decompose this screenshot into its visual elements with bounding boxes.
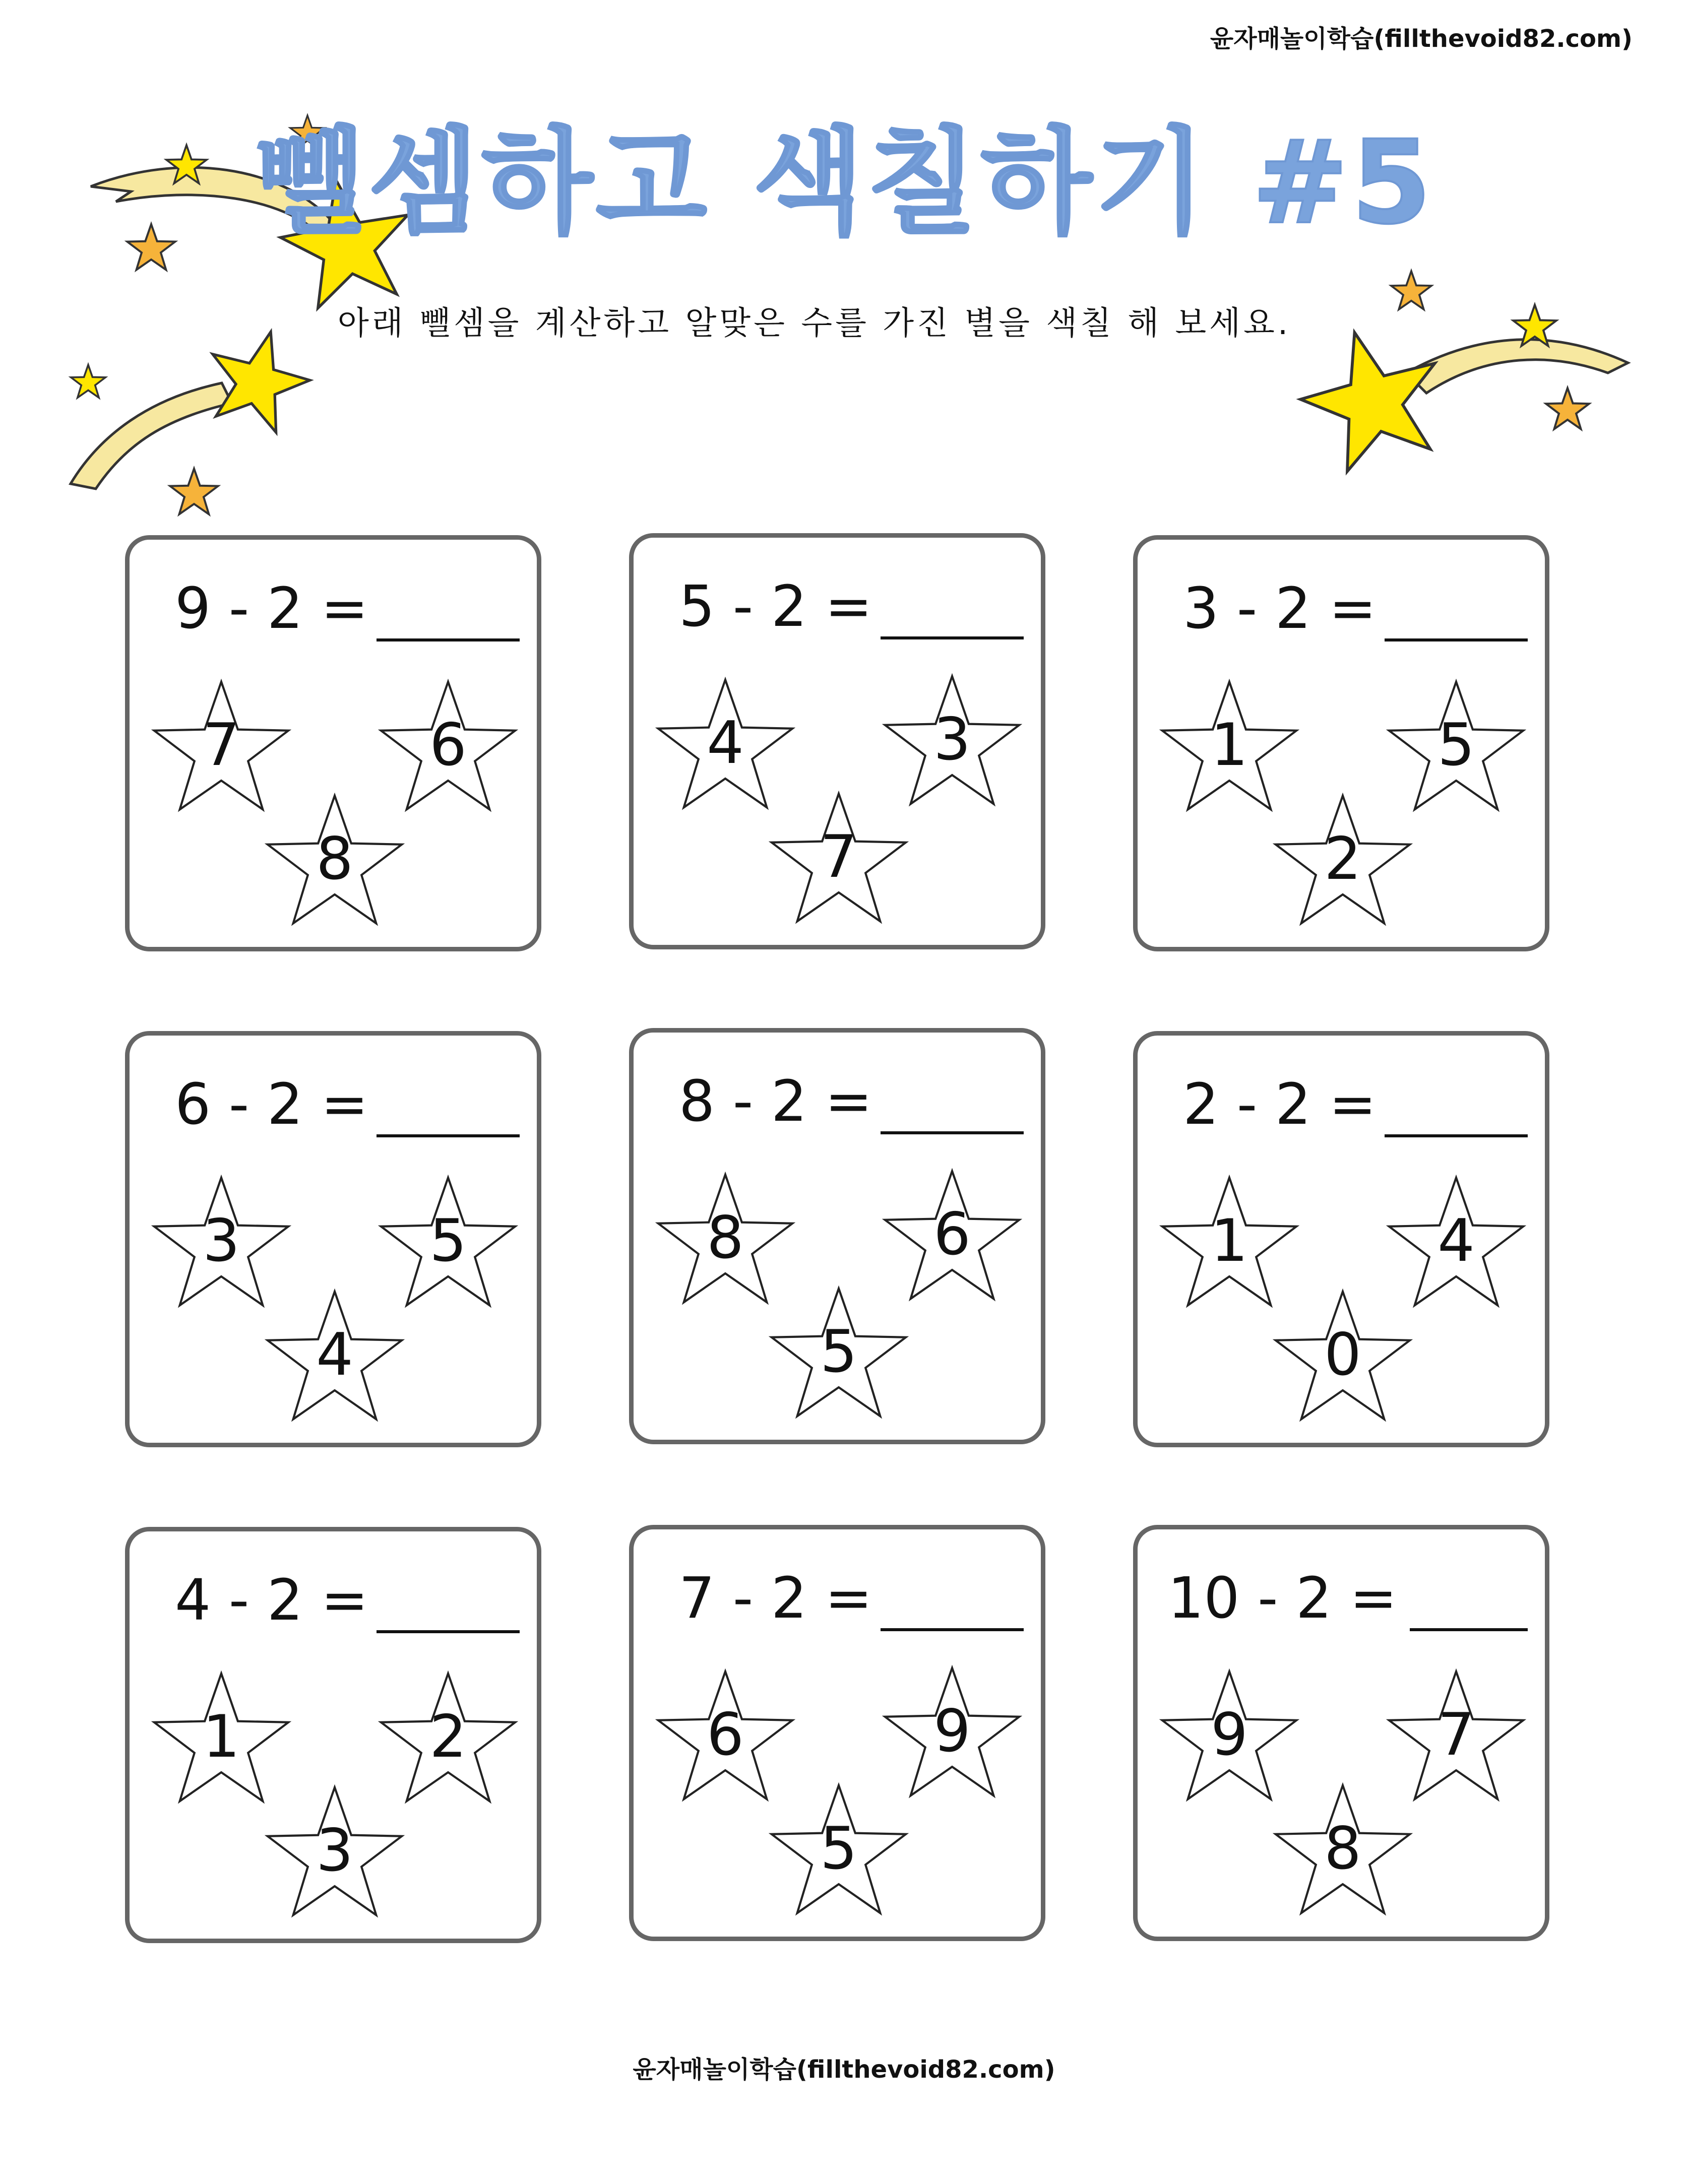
- star-number: 8: [1324, 1815, 1361, 1883]
- star-number: 3: [203, 1207, 240, 1275]
- star-choice[interactable]: [259, 786, 410, 932]
- problem-card: [125, 1031, 541, 1447]
- star-number: 1: [203, 1703, 240, 1771]
- star-choice[interactable]: [763, 784, 914, 930]
- equation: 9 - 2 =: [175, 576, 368, 641]
- star-choice[interactable]: [259, 1777, 410, 1923]
- star-number: 2: [1324, 825, 1361, 893]
- problem-card: [629, 1525, 1045, 1941]
- answer-blank[interactable]: [881, 636, 1024, 639]
- answer-blank[interactable]: [881, 1131, 1024, 1134]
- equation: 2 - 2 =: [1183, 1072, 1377, 1137]
- deco-star-large-right: [1287, 314, 1456, 478]
- star-number: 7: [203, 711, 240, 779]
- problem-card: [629, 1028, 1045, 1444]
- answer-blank[interactable]: [1410, 1628, 1528, 1631]
- answer-blank[interactable]: [377, 638, 520, 641]
- answer-blank[interactable]: [881, 1628, 1024, 1631]
- problem-card: [1133, 1525, 1549, 1941]
- star-number: 8: [707, 1204, 744, 1272]
- star-number: 1: [1211, 711, 1248, 779]
- star-number: 8: [316, 825, 353, 893]
- star-number: 6: [429, 711, 467, 779]
- star-number: 1: [1211, 1207, 1248, 1275]
- equation: 3 - 2 =: [1183, 576, 1377, 641]
- star-number: 5: [1437, 711, 1475, 779]
- answer-blank[interactable]: [377, 1630, 520, 1633]
- star-number: 2: [429, 1703, 467, 1771]
- problem-card: [629, 533, 1045, 949]
- star-choice[interactable]: [763, 1278, 914, 1425]
- star-number: 4: [1437, 1207, 1475, 1275]
- shooting-stars-decoration: [0, 0, 1688, 554]
- deco-star-small-8: [1546, 388, 1589, 429]
- equation: 4 - 2 =: [175, 1568, 368, 1633]
- star-number: 6: [707, 1701, 744, 1769]
- problem-card: [125, 535, 541, 951]
- star-number: 9: [933, 1697, 971, 1765]
- star-number: 9: [1211, 1701, 1248, 1769]
- deco-star-small-6: [1391, 271, 1431, 309]
- trail-left-lower: [71, 383, 232, 489]
- star-choice[interactable]: [1267, 1775, 1418, 1921]
- star-number: 4: [707, 709, 744, 777]
- page-title: 뺄셈하고 색칠하기 #5: [254, 115, 1434, 249]
- star-choice[interactable]: [259, 1281, 410, 1428]
- deco-star-small-5: [170, 469, 218, 514]
- star-number: 6: [933, 1200, 971, 1268]
- star-number: 5: [820, 1318, 857, 1386]
- equation: 10 - 2 =: [1168, 1566, 1397, 1631]
- site-label-top: 윤자매놀이학습(fillthevoid82.com): [1210, 25, 1633, 53]
- star-number: 3: [316, 1817, 353, 1885]
- star-choice[interactable]: [1267, 1281, 1418, 1428]
- instructions: 아래 뺄셈을 계산하고 알맞은 수를 가진 별을 색칠 해 보세요.: [338, 305, 1291, 342]
- star-number: 5: [820, 1815, 857, 1883]
- star-number: 3: [933, 705, 971, 774]
- problem-card: [125, 1527, 541, 1943]
- equation: 7 - 2 =: [679, 1566, 872, 1631]
- equation: 8 - 2 =: [679, 1069, 872, 1134]
- star-choice[interactable]: [763, 1775, 914, 1921]
- star-number: 5: [429, 1207, 467, 1275]
- answer-blank[interactable]: [1385, 638, 1528, 641]
- trail-right: [1406, 340, 1628, 393]
- star-number: 0: [1324, 1321, 1361, 1389]
- equation: 5 - 2 =: [679, 574, 872, 639]
- star-choice[interactable]: [1267, 786, 1418, 932]
- problem-card: [1133, 1031, 1549, 1447]
- site-label-bottom: 윤자매놀이학습(fillthevoid82.com): [633, 2055, 1055, 2084]
- star-number: 7: [1437, 1701, 1475, 1769]
- star-number: 7: [820, 823, 857, 891]
- problem-card: [1133, 535, 1549, 951]
- star-number: 4: [316, 1321, 353, 1389]
- answer-blank[interactable]: [1385, 1134, 1528, 1137]
- deco-star-mid-left: [198, 319, 320, 437]
- equation: 6 - 2 =: [175, 1072, 368, 1137]
- deco-star-small-4: [71, 365, 105, 398]
- answer-blank[interactable]: [377, 1134, 520, 1137]
